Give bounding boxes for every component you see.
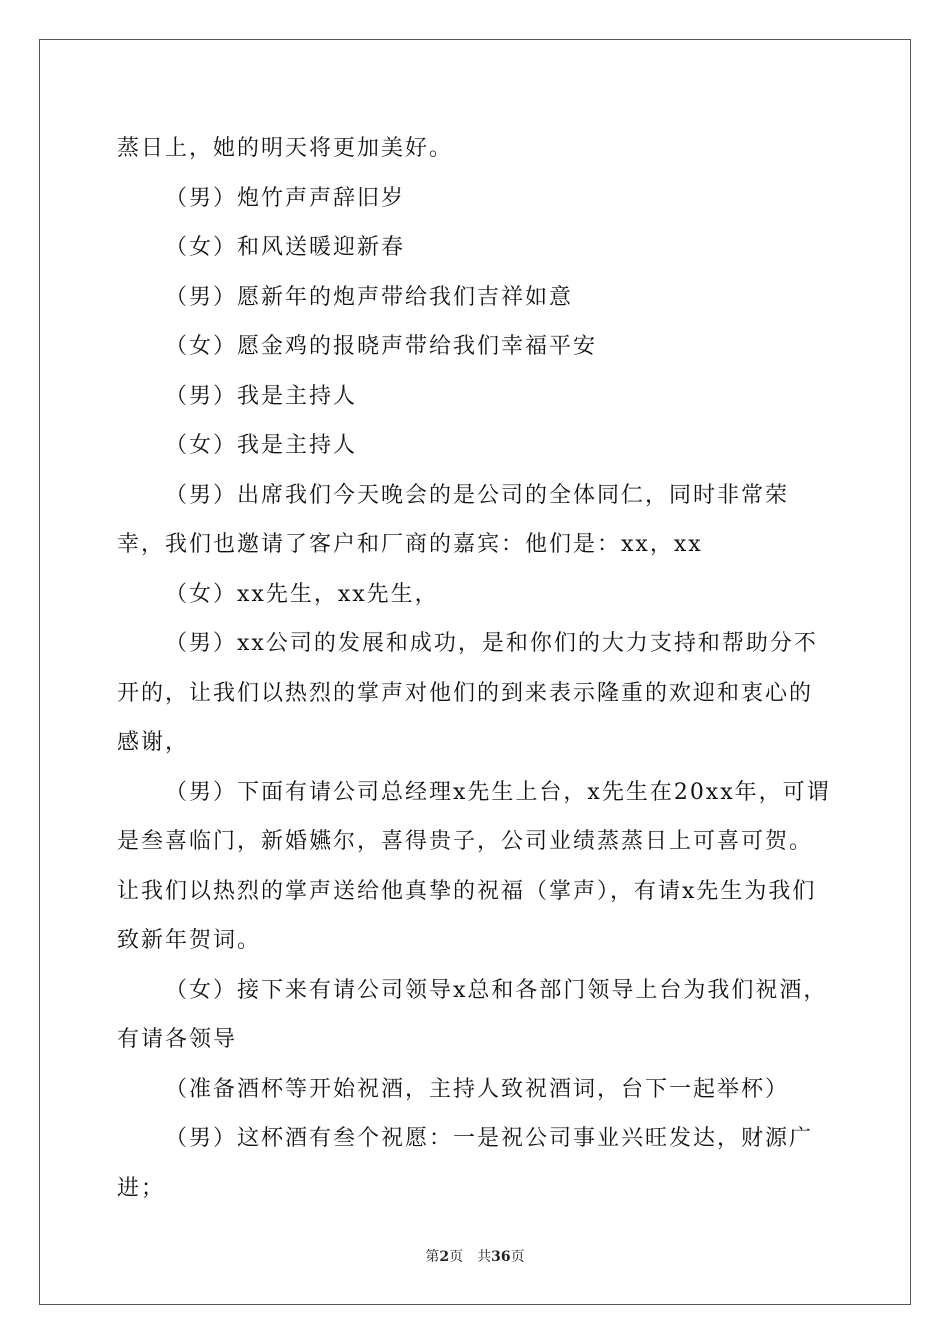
- total-pages: 36: [491, 1249, 511, 1265]
- page-suffix: 页: [449, 1249, 464, 1265]
- paragraph: （准备酒杯等开始祝酒，主持人致祝酒词，台下一起举杯）: [165, 1076, 790, 1102]
- paragraph: （男）这杯酒有叁个祝愿：一是祝公司事业兴旺发达，财源广进；: [117, 1126, 814, 1201]
- page-number: 2: [439, 1249, 450, 1265]
- paragraph: （女）接下来有请公司领导x总和各部门领导上台为我们祝酒，有请各领导: [117, 977, 828, 1052]
- page-prefix: 第: [425, 1249, 440, 1265]
- paragraph: （男）xx公司的发展和成功，是和你们的大力支持和帮助分不开的，让我们以热烈的掌声对他们的到来表示隆重的欢迎和衷心的感谢，: [117, 631, 818, 755]
- paragraph: （男）下面有请公司总经理x先生上台，x先生在20xx年，可谓是叁喜临门，新婚嬿尔，喜得贵子，公司业绩蒸蒸日上可喜可贺。让我们以热烈的掌声送给他真挚的祝福（掌声），有请x先生为我们致新年贺词。: [117, 779, 831, 953]
- page-footer: [0, 1246, 950, 1266]
- paragraph: （女）愿金鸡的报晓声带给我们幸福平安: [165, 334, 598, 359]
- paragraph: 蒸日上，她的明天将更加美好。: [117, 136, 454, 161]
- paragraph: （男）愿新年的炮声带给我们吉祥如意: [165, 284, 574, 310]
- paragraph: （女）xx先生，xx先生，: [165, 581, 439, 607]
- total-prefix: 共: [477, 1249, 492, 1265]
- paragraph: （男）我是主持人: [165, 383, 358, 409]
- paragraph: （女）和风送暖迎新春: [165, 235, 406, 260]
- paragraph: （女）我是主持人: [165, 433, 358, 458]
- total-suffix: 页: [510, 1249, 525, 1265]
- paragraph: （男）出席我们今天晚会的是公司的全体同仁，同时非常荣幸，我们也邀请了客户和厂商的嘉宾：他们是：xx，xx: [117, 482, 790, 557]
- document-body: [117, 124, 833, 1213]
- paragraph: （男）炮竹声声辞旧岁: [165, 185, 406, 211]
